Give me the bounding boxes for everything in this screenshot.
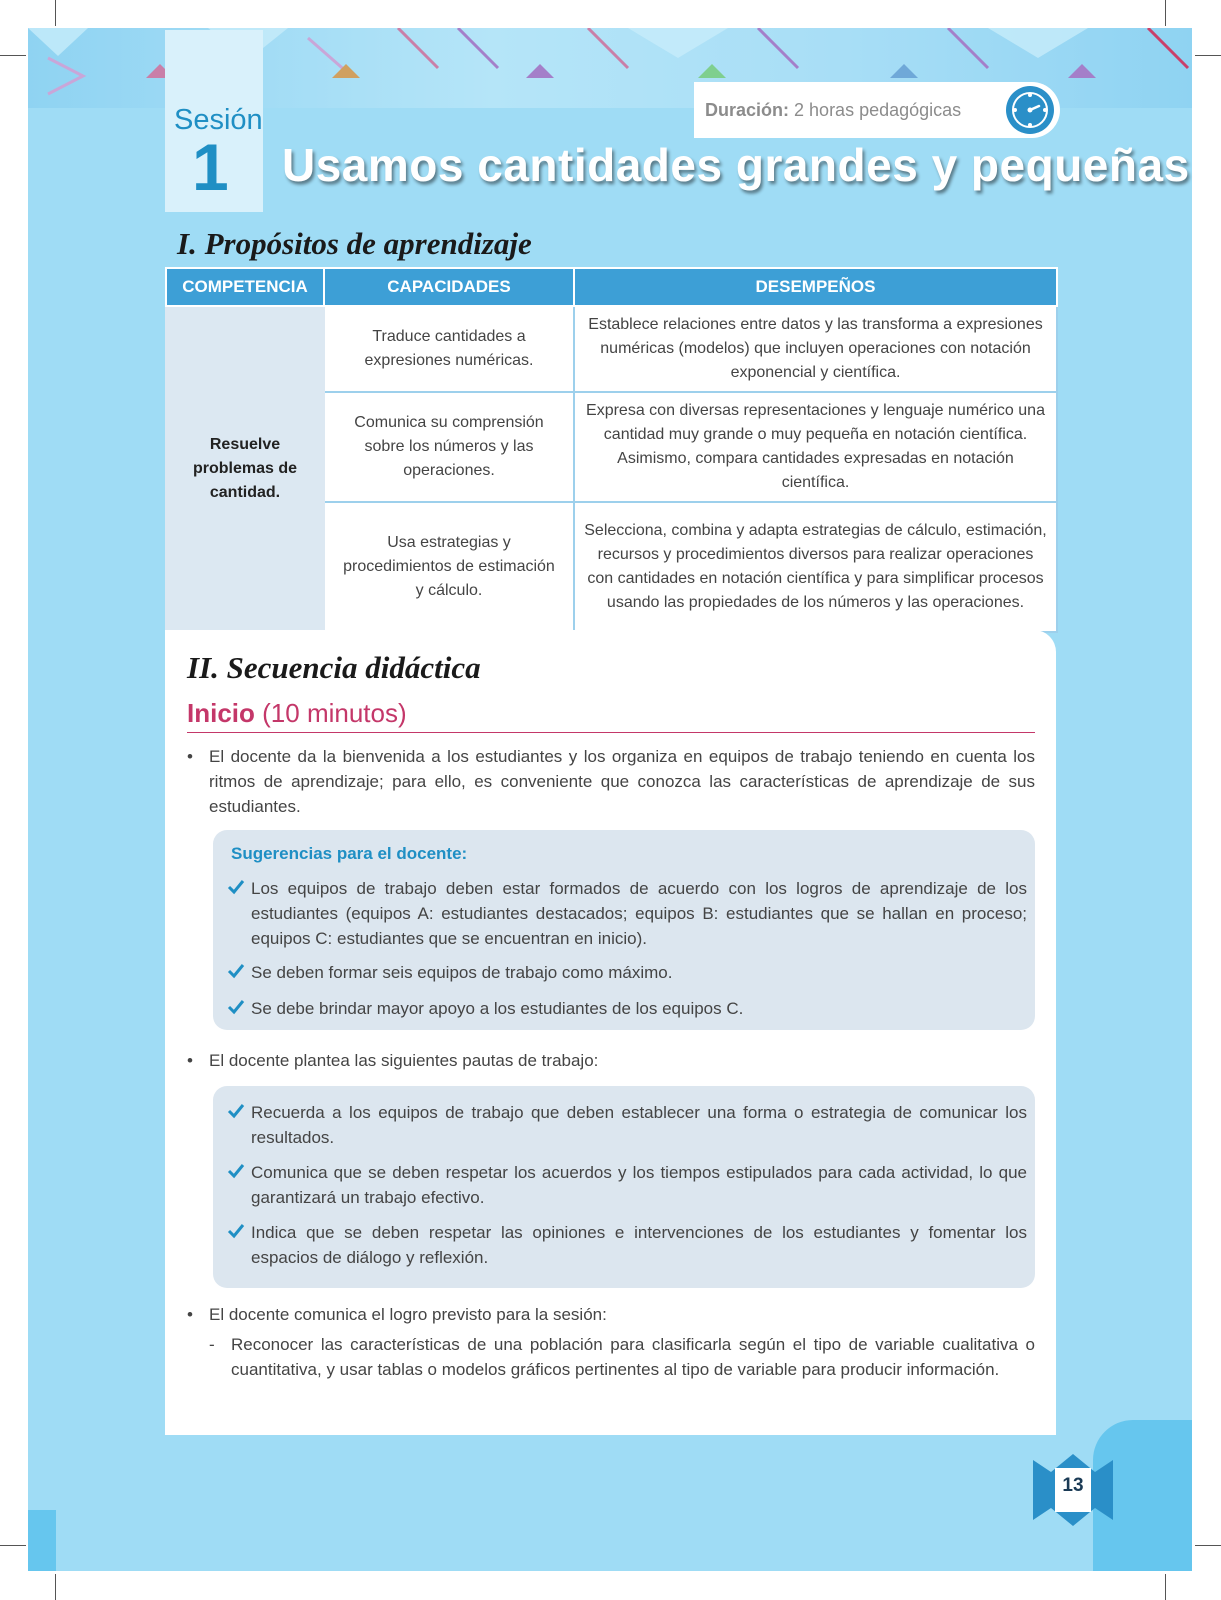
checkmark-icon — [227, 998, 245, 1016]
competencia-cell: Resuelve problemas de cantidad. — [166, 306, 324, 632]
desempeno-cell: Establece relaciones entre datos y las transforma a expresiones numéricas (modelos) que incluyen operaciones con notación exponencial y científica. — [574, 306, 1057, 392]
crop-mark — [1165, 1574, 1166, 1600]
session-label: Sesión — [174, 104, 263, 136]
learning-purposes-table — [165, 267, 1058, 633]
column-header: CAPACIDADES — [324, 268, 574, 306]
duration-value: 2 horas pedagógicas — [794, 100, 962, 120]
checkmark-icon — [227, 1102, 245, 1120]
page-title: Usamos cantidades grandes y pequeñas — [282, 139, 1190, 191]
crop-mark — [55, 1574, 56, 1600]
section-heading-propositos: I. Propósitos de aprendizaje — [177, 226, 532, 261]
checkmark-icon — [227, 1222, 245, 1240]
checkmark-icon — [227, 962, 245, 980]
page-number-badge — [1033, 1450, 1113, 1530]
table-row — [166, 306, 1057, 392]
footer-decoration — [28, 1510, 56, 1571]
column-header: DESEMPEÑOS — [574, 268, 1057, 306]
page-number: 13 — [1062, 1475, 1084, 1496]
capacidad-cell: Comunica su comprensión sobre los números y las operaciones. — [324, 392, 574, 502]
checkmark-icon — [227, 1162, 245, 1180]
crop-mark — [55, 0, 56, 26]
clock-icon — [1006, 86, 1054, 134]
bullet-icon: • — [187, 1305, 193, 1324]
suggestions-box: Sugerencias para el docente: Los equipos de trabajo deben estar formados de acuerdo con los logros de aprendizaje de los estudiantes (equipos A: estudiantes destacados; equipos B: estudiantes que se hallan en proceso; equipos C: estudiantes que se encuentran en inicio). Se deben formar seis equipos de trabajo como máximo. Se debe brindar mayor apoyo a los estudiantes de los equipos C. — [213, 830, 1035, 1030]
desempeno-cell: Selecciona, combina y adapta estrategias de cálculo, estimación, recursos y procedimientos diversos para realizar operaciones con cantidades en notación científica y para simplificar procesos usando las propiedades de los números y las operaciones. — [574, 502, 1057, 632]
duration-label: Duración: — [705, 100, 790, 120]
capacidad-cell: Traduce cantidades a expresiones numéricas. — [324, 306, 574, 392]
inicio-label: Inicio — [187, 698, 255, 728]
guidelines-box: Recuerda a los equipos de trabajo que deben establecer una forma o estrategia de comunicar los resultados. Comunica que se deben respetar los acuerdos y los tiempos estipulados para cada actividad, lo que garantizará un trabajo efectivo. Indica que se deben respetar las opiniones e intervenciones de los estudiantes y fomentar los espacios de diálogo y reflexión. — [213, 1086, 1035, 1288]
bullet-icon: • — [187, 1051, 193, 1070]
checkmark-icon — [227, 878, 245, 896]
crop-mark — [1165, 0, 1166, 26]
capacidad-cell: Usa estrategias y procedimientos de estimación y cálculo. — [324, 502, 574, 632]
crop-mark — [0, 1545, 26, 1546]
crop-mark — [0, 55, 26, 56]
heading-divider — [187, 732, 1035, 733]
dash-icon: - — [209, 1335, 215, 1354]
inicio-heading — [187, 698, 407, 729]
table-header-row — [166, 268, 1057, 306]
crop-mark — [1195, 55, 1221, 56]
didactic-sequence-card: II. Secuencia didáctica Inicio (10 minutos) • El docente da la bienvenida a los estudiantes y los organiza en equipos de trabajo teniendo en cuenta los ritmos de aprendizaje; para ello, es conveniente que conozca las características de aprendizaje de sus estudiantes. Sugerencias para el docente: Los equipos de trabajo deben estar formados de acuerdo con los logros de aprendizaje de los estudiantes (equipos A: estudiantes destacados; equipos B: estudiantes que se hallan en proceso; equipos C: estudiantes que se encuentran en inicio). Se deben formar seis equipos de trabajo como máximo. Se debe brindar mayor apoyo a los estudiantes de los equipos C. • El docente plantea las siguientes pautas de trabajo: Recuerda a los equipos de trabajo que deben establecer una forma o estrategia de comunicar los resultados. Comunica que se deben respetar los acuerdos y los tiempos estipulados para cada actividad, lo que garantizará un trabajo efectivo. Indica que se deben respetar las opiniones e intervenciones de los estudiantes y fomentar los espacios de diálogo y reflexión. • El docente comunica el logro previsto para la sesión: - Reconocer las características de una población para clasificarla según el tipo de variable cualitativa o cuantitativa, y usar tablas o modelos gráficos pertinentes al tipo de variable para producir información. — [165, 630, 1056, 1435]
suggestions-title: Sugerencias para el docente: — [231, 844, 468, 863]
column-header: COMPETENCIA — [166, 268, 324, 306]
inicio-time: (10 minutos) — [262, 698, 407, 728]
duration-badge — [694, 82, 1060, 138]
desempeno-cell: Expresa con diversas representaciones y lenguaje numérico una cantidad muy grande o muy pequeña en notación científica. Asimismo, compara cantidades expresadas en notación científica. — [574, 392, 1057, 502]
crop-mark — [1195, 1545, 1221, 1546]
bullet-icon: • — [187, 747, 193, 766]
section-heading-secuencia: II. Secuencia didáctica — [187, 650, 481, 685]
session-number: 1 — [192, 130, 229, 204]
